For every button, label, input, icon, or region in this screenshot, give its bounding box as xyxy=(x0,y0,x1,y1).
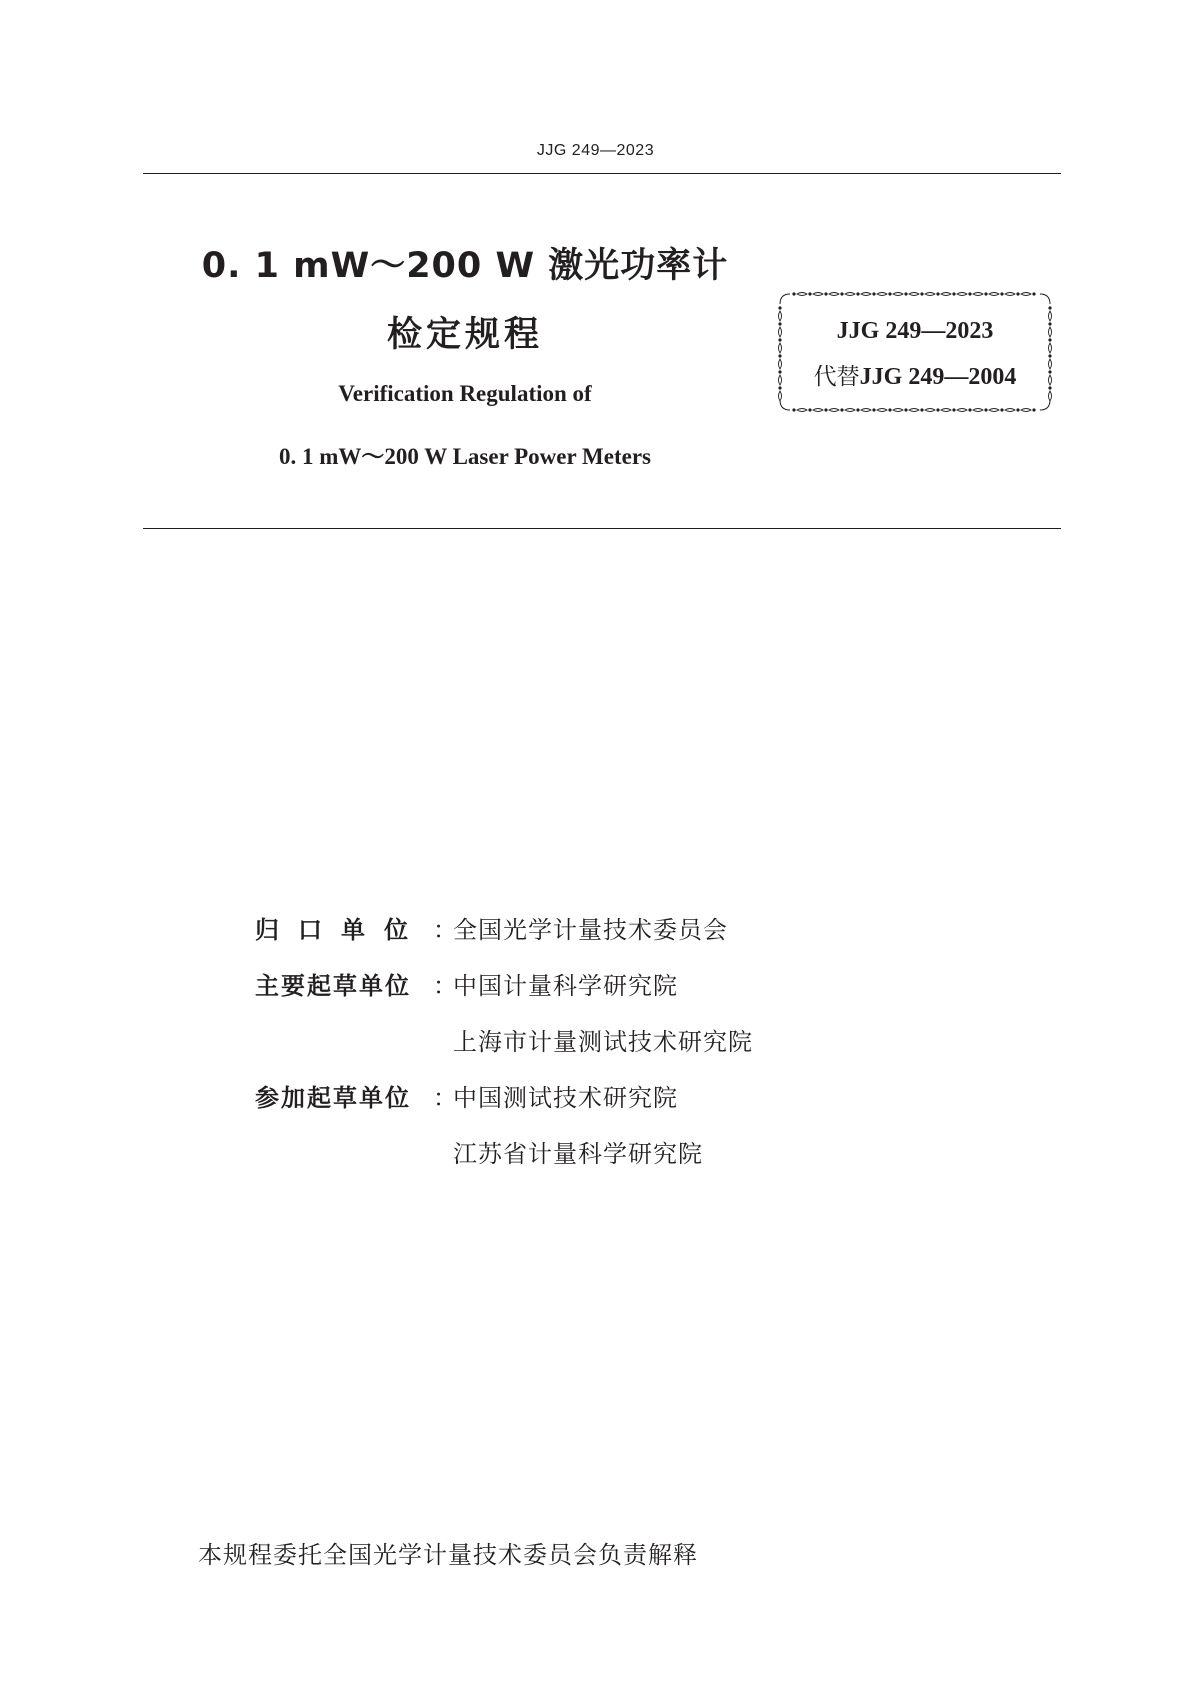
decorative-frame xyxy=(776,290,1054,414)
chain-link xyxy=(909,293,919,296)
chain-link xyxy=(1021,293,1031,296)
chain-link xyxy=(877,409,887,412)
colon: ： xyxy=(433,1084,457,1112)
chain-link xyxy=(877,293,887,296)
title-zh-line2: 检定规程 xyxy=(386,315,543,355)
participating-unit-value: 中国测试技术研究院 xyxy=(453,1084,678,1112)
chain-dot xyxy=(792,292,795,295)
chain-link xyxy=(813,409,823,412)
participating-unit-row xyxy=(255,1078,855,1118)
chain-link xyxy=(909,409,919,412)
participating-unit-value: 江苏省计量科学研究院 xyxy=(453,1140,703,1168)
chain-link xyxy=(1049,391,1052,401)
title-zh-line1: 0. 1 mW～200 W 激光功率计 xyxy=(201,246,729,286)
chain-dot xyxy=(824,408,827,411)
chain-link xyxy=(813,293,823,296)
chain-dot xyxy=(984,408,987,411)
chain-link xyxy=(829,293,839,296)
chain-link xyxy=(925,409,935,412)
chain-dot xyxy=(920,408,923,411)
chain-dot xyxy=(1048,306,1051,309)
chain-link xyxy=(845,293,855,296)
chain-dot xyxy=(904,292,907,295)
main-drafting-unit-value: 上海市计量测试技术研究院 xyxy=(453,1028,753,1056)
chain-dot xyxy=(824,292,827,295)
title-bottom-rule xyxy=(143,528,1061,529)
chain-link xyxy=(1005,409,1015,412)
chain-dot xyxy=(1000,292,1003,295)
running-header: JJG 249—2023 xyxy=(536,142,655,159)
chain-dot xyxy=(952,292,955,295)
chain-dot xyxy=(952,408,955,411)
chain-dot xyxy=(856,292,859,295)
chain-link xyxy=(973,293,983,296)
chain-dot xyxy=(1016,408,1019,411)
chain-dot xyxy=(984,292,987,295)
chain-link xyxy=(1005,293,1015,296)
chain-top xyxy=(792,292,1035,295)
chain-link xyxy=(989,293,999,296)
colon: ： xyxy=(433,972,457,1000)
main-drafting-unit-row-2 xyxy=(255,1022,855,1062)
chain-dot xyxy=(1032,292,1035,295)
chain-link xyxy=(861,293,871,296)
main-drafting-unit-label: 主要起草单位 xyxy=(255,972,411,1000)
chain-dot xyxy=(778,306,781,309)
chain-link xyxy=(893,409,903,412)
standard-code: JJG 249—2023 xyxy=(836,318,994,344)
chain-dot xyxy=(1000,408,1003,411)
chain-link xyxy=(957,293,967,296)
chain-link xyxy=(797,293,807,296)
chain-dot xyxy=(792,408,795,411)
chain-dot xyxy=(968,292,971,295)
chain-dot xyxy=(1016,292,1019,295)
chain-dot xyxy=(872,292,875,295)
main-drafting-unit-value: 中国计量科学研究院 xyxy=(453,972,678,1000)
participating-unit-row-2 xyxy=(255,1134,855,1174)
chain-link xyxy=(941,293,951,296)
chain-dot xyxy=(1032,408,1035,411)
chain-dot xyxy=(840,408,843,411)
chain-dot xyxy=(936,292,939,295)
chain-dot xyxy=(968,408,971,411)
chain-link xyxy=(973,409,983,412)
interpretation-note: 本规程委托全国光学计量技术委员会负责解释 xyxy=(198,1541,698,1569)
chain-dot xyxy=(936,408,939,411)
chain-dot xyxy=(904,408,907,411)
chain-dot xyxy=(920,292,923,295)
chain-dot xyxy=(808,408,811,411)
responsible-unit-label: 归口单位 xyxy=(255,916,427,944)
standard-code-box xyxy=(776,290,1054,414)
chain-dot xyxy=(808,292,811,295)
chain-link xyxy=(925,293,935,296)
chain-dot xyxy=(888,292,891,295)
chain-link xyxy=(861,409,871,412)
replaces-prefix: 代替 xyxy=(813,364,860,390)
title-en-line1: Verification Regulation of xyxy=(338,381,592,406)
chain-dot xyxy=(888,408,891,411)
participating-unit-label: 参加起草单位 xyxy=(255,1084,411,1112)
chain-link xyxy=(845,409,855,412)
chain-link xyxy=(829,409,839,412)
chain-link xyxy=(893,293,903,296)
chain-dot xyxy=(856,408,859,411)
chain-dot xyxy=(872,408,875,411)
replaces-line xyxy=(776,358,1054,391)
chain-dot xyxy=(840,292,843,295)
replaces-code: JJG 249—2004 xyxy=(859,364,1017,390)
header-rule xyxy=(143,173,1061,174)
chain-link xyxy=(797,409,807,412)
chain-link xyxy=(1021,409,1031,412)
chain-link xyxy=(989,409,999,412)
title-en-line2: 0. 1 mW～200 W Laser Power Meters xyxy=(279,444,651,469)
chain-link xyxy=(941,409,951,412)
responsible-unit-value: 全国光学计量技术委员会 xyxy=(453,916,728,944)
main-drafting-unit-row xyxy=(255,966,855,1006)
colon: ： xyxy=(433,916,457,944)
chain-link xyxy=(779,391,782,401)
chain-bottom xyxy=(792,408,1035,411)
responsible-unit-row xyxy=(255,910,855,950)
chain-link xyxy=(957,409,967,412)
